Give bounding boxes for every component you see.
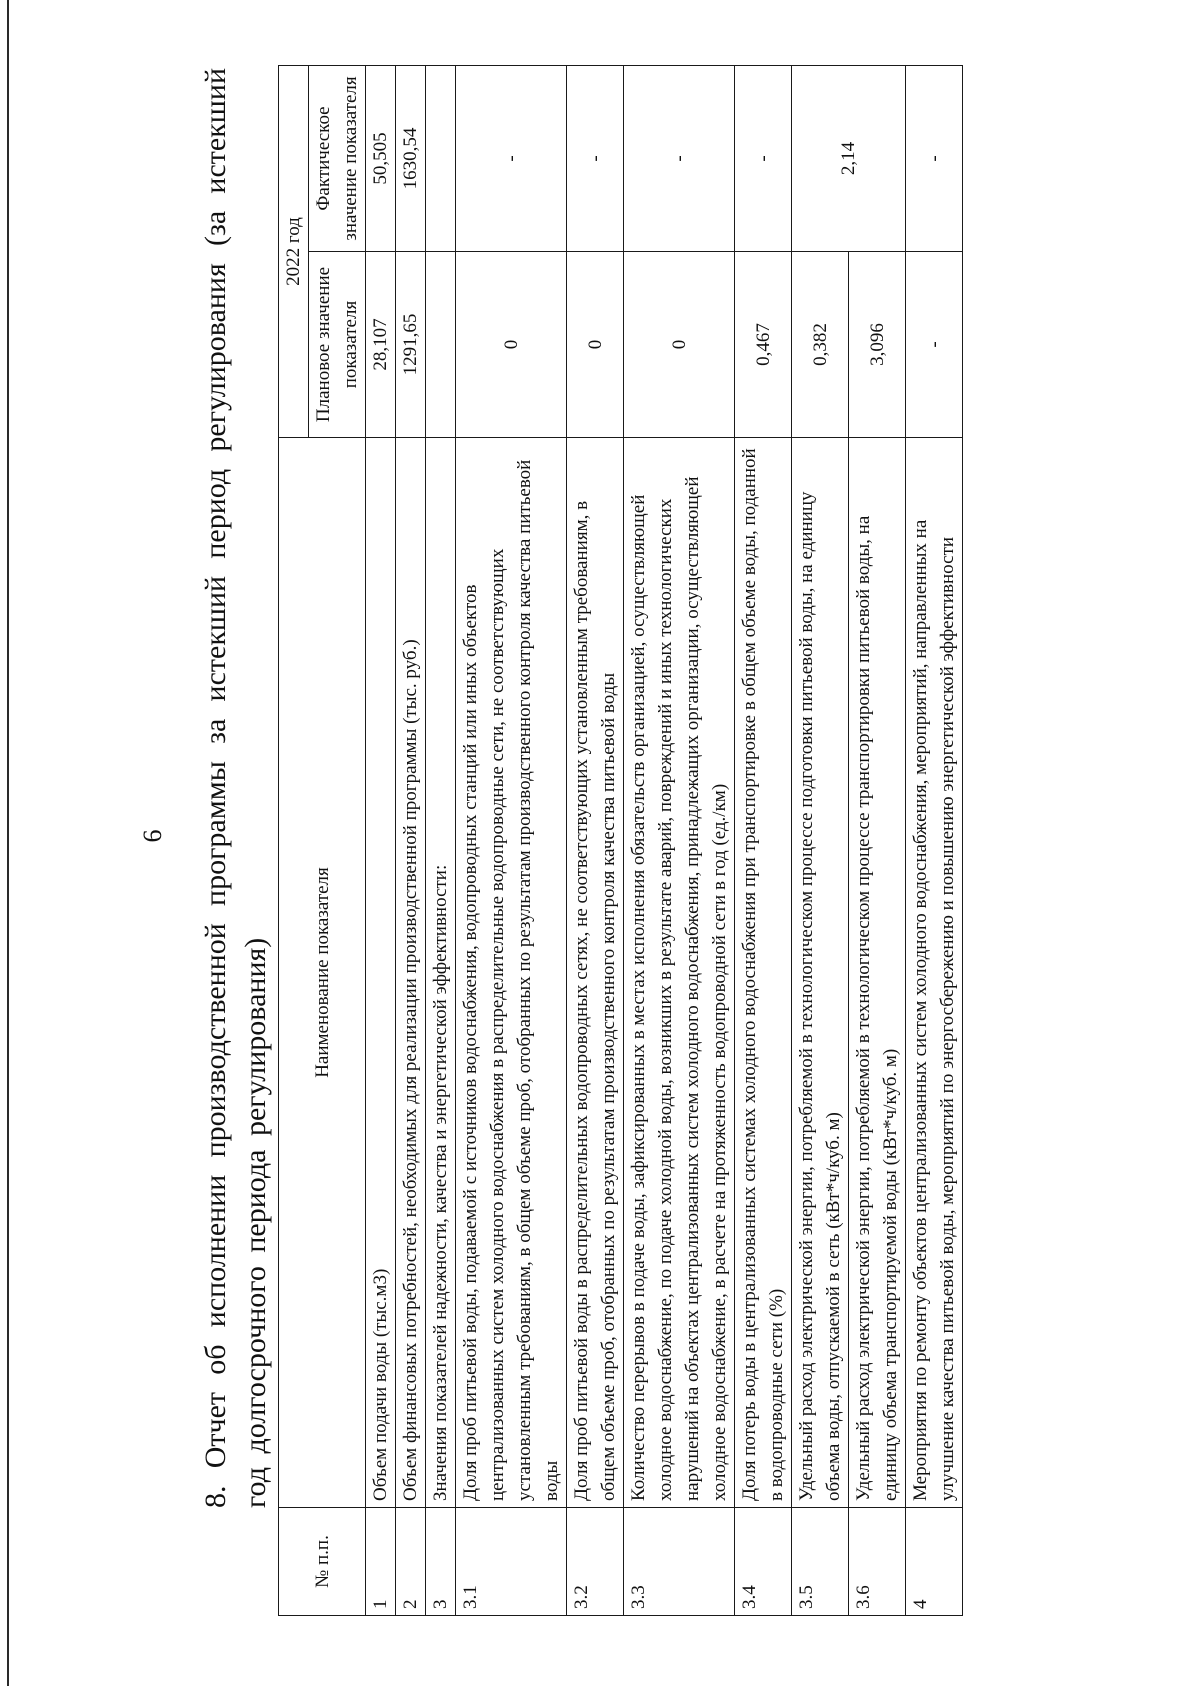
row-name: Доля проб питьевой воды в распределительных водопроводных сетях, не соответствующих установленным требованиям, в общем объеме проб, отобранных по результатам производственного контроля качества питьевой воды	[567, 438, 624, 1508]
row-name: Доля проб питьевой воды, подаваемой с источников водоснабжения, водопроводных станций или иных объектов централизованных систем холодного водоснабжения в распределительные водопроводные сети, не соответствующих установленным требованиям, в общем объеме проб, отобранных по результатам производственного контроля качества питьевой воды	[456, 438, 567, 1508]
row-fact-merged: 2,14	[792, 65, 906, 251]
table-row	[426, 65, 456, 1615]
page-number: 6	[138, 829, 167, 843]
table-row	[849, 65, 906, 1615]
row-number: 3.1	[456, 1508, 567, 1616]
table-row	[906, 65, 963, 1615]
row-fact: 1630,54	[396, 65, 426, 251]
row-name: Удельный расход электрической энергии, потребляемой в технологическом процессе подготовки питьевой воды, на единицу объема воды, отпускаемой в сеть (кВт*ч/куб. м)	[792, 438, 849, 1508]
row-number: 1	[366, 1508, 396, 1616]
report-table	[278, 65, 963, 1616]
row-number: 3.3	[624, 1508, 735, 1616]
row-number: 4	[906, 1508, 963, 1616]
table-row	[366, 65, 396, 1615]
row-plan: 0	[624, 252, 735, 438]
row-name: Объем финансовых потребностей, необходимых для реализации производственной программы (тыс. руб.)	[396, 438, 426, 1508]
row-number: 3	[426, 1508, 456, 1616]
row-fact: 50,505	[366, 65, 396, 251]
row-number: 3.4	[735, 1508, 792, 1616]
header-year: 2022 год	[279, 65, 309, 437]
row-fact: -	[906, 65, 963, 251]
row-plan: 1291,65	[396, 252, 426, 438]
row-fact: -	[456, 65, 567, 251]
row-name: Значения показателей надежности, качества и энергетической эффективности:	[426, 438, 456, 1508]
table-row	[396, 65, 426, 1615]
header-name: Наименование показателя	[279, 438, 366, 1508]
row-plan	[426, 252, 456, 438]
row-number: 3.2	[567, 1508, 624, 1616]
table-row	[735, 65, 792, 1615]
row-fact: -	[567, 65, 624, 251]
row-fact: -	[624, 65, 735, 251]
table-row	[792, 65, 849, 1615]
header-plan: Плановое значение показателя	[309, 252, 366, 438]
row-plan: 0,382	[792, 252, 849, 438]
row-number: 3.6	[849, 1508, 906, 1616]
row-plan: 0	[567, 252, 624, 438]
row-plan: -	[906, 252, 963, 438]
table-row	[567, 65, 624, 1615]
row-number: 2	[396, 1508, 426, 1616]
row-name: Количество перерывов в подаче воды, зафиксированных в местах исполнения обязательств организацией, осуществляющей холодное водоснабжение, по подаче холодной воды, возникших в результате аварий, повреждений и иных технологических нарушений на объектах централизованных систем холодного водоснабжения, принадлежащих организации, осуществляющей холодное водоснабжение, в расчете на протяженность водопроводной сети в год (ед./км)	[624, 438, 735, 1508]
row-plan: 0	[456, 252, 567, 438]
row-plan: 3,096	[849, 252, 906, 438]
row-name: Мероприятия по ремонту объектов централизованных систем холодного водоснабжения, мероприятий, направленных на улучшение качества питьевой воды, мероприятий по энергосбережению и повышению энергетической эффективности	[906, 438, 963, 1508]
row-fact	[426, 65, 456, 251]
section-heading: 8. Отчет об исполнении производственной программы за истекший период регулирования (за истекший год долгосрочного периода регулирования)	[199, 68, 272, 1508]
row-name: Объем подачи воды (тыс.м3)	[366, 438, 396, 1508]
header-number: № п.п.	[279, 1508, 366, 1616]
table-row	[456, 65, 567, 1615]
row-plan: 28,107	[366, 252, 396, 438]
row-name: Доля потерь воды в централизованных системах холодного водоснабжения при транспортировке в общем объеме воды, поданной в водопроводные сети (%)	[735, 438, 792, 1508]
row-fact: -	[735, 65, 792, 251]
table-row	[624, 65, 735, 1615]
header-row	[279, 65, 309, 1615]
row-number: 3.5	[792, 1508, 849, 1616]
header-fact: Фактическое значение показателя	[309, 65, 366, 251]
row-name: Удельный расход электрической энергии, потребляемой в технологическом процессе транспортировки питьевой воды, на единицу объема транспортируемой воды (кВт*ч/куб. м)	[849, 438, 906, 1508]
row-plan: 0,467	[735, 252, 792, 438]
